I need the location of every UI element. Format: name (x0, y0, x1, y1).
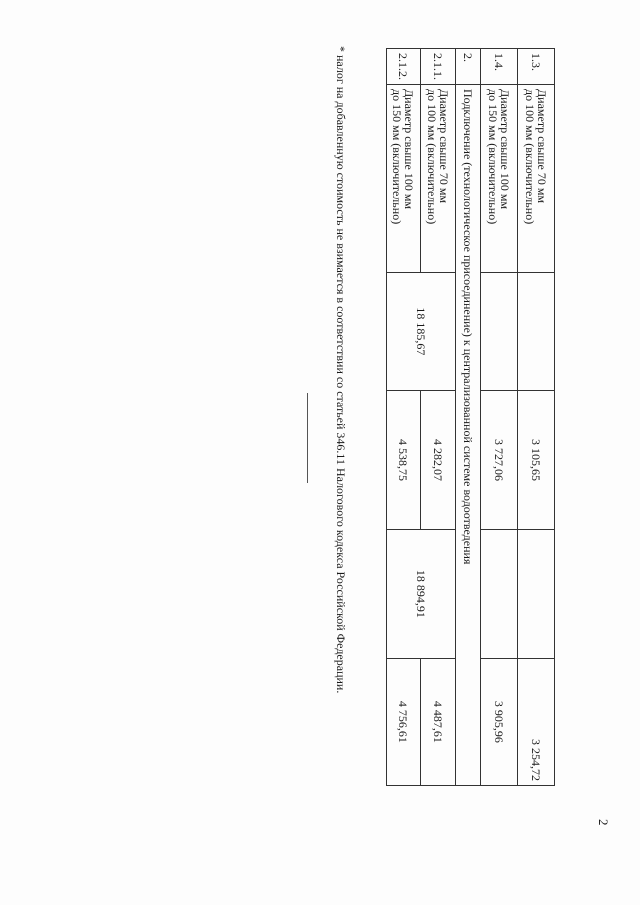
row-name-line1: Диаметр свыше 100 мм (402, 89, 417, 210)
row-number: 1.4. (481, 49, 518, 85)
value-cell: 4 756,61 (387, 658, 421, 785)
table-row (387, 49, 421, 786)
footnote: * налог на добавленную стоимость не взимается в соответствии со статьей 346.11 Налогового кодекса Российской Федерации. (334, 46, 348, 694)
row-name (387, 85, 421, 273)
value-cell: 3 905,96 (481, 658, 518, 785)
table-row (421, 49, 456, 786)
row-number: 2.1.2. (387, 49, 421, 85)
page-number: 2 (596, 819, 611, 826)
row-name-line2: до 100 мм (включительно) (523, 89, 537, 225)
table-row (518, 49, 555, 786)
table-row (456, 49, 481, 786)
row-name-line1: Диаметр свыше 70 мм (437, 89, 451, 204)
row-name-line1: Диаметр свыше 70 мм (535, 89, 549, 204)
value-cell: 3 254,72 (518, 658, 555, 785)
merged-value-cell: 18 894,91 (387, 529, 456, 658)
value-cell: 4 538,75 (387, 391, 421, 530)
empty-cell (518, 272, 555, 390)
value-cell: 3 105,65 (518, 391, 555, 530)
row-name-line2: до 100 мм (включительно) (425, 89, 439, 225)
row-name-line2: до 150 мм (включительно) (390, 89, 405, 225)
row-name-line1: Диаметр свыше 100 мм (498, 89, 512, 210)
empty-cell (518, 529, 555, 658)
empty-cell (481, 529, 518, 658)
value-cell: 4 282,07 (421, 391, 456, 530)
table-row (481, 49, 518, 786)
empty-cell (481, 272, 518, 390)
section-title: Подключение (технологическое присоединение) к централизованной системе водоотведения (456, 85, 481, 786)
row-name (481, 85, 518, 273)
row-number: 1.3. (518, 49, 555, 85)
row-name (518, 85, 555, 273)
signature-divider-line (307, 393, 308, 483)
value-cell: 4 487,61 (421, 658, 456, 785)
row-name (421, 85, 456, 273)
merged-value-cell: 18 185,67 (387, 272, 456, 390)
tariff-table (386, 48, 555, 786)
row-name-line2: до 150 мм (включительно) (486, 89, 500, 225)
value-cell: 3 727,06 (481, 391, 518, 530)
row-number: 2.1.1. (421, 49, 456, 85)
row-number: 2. (456, 49, 481, 85)
